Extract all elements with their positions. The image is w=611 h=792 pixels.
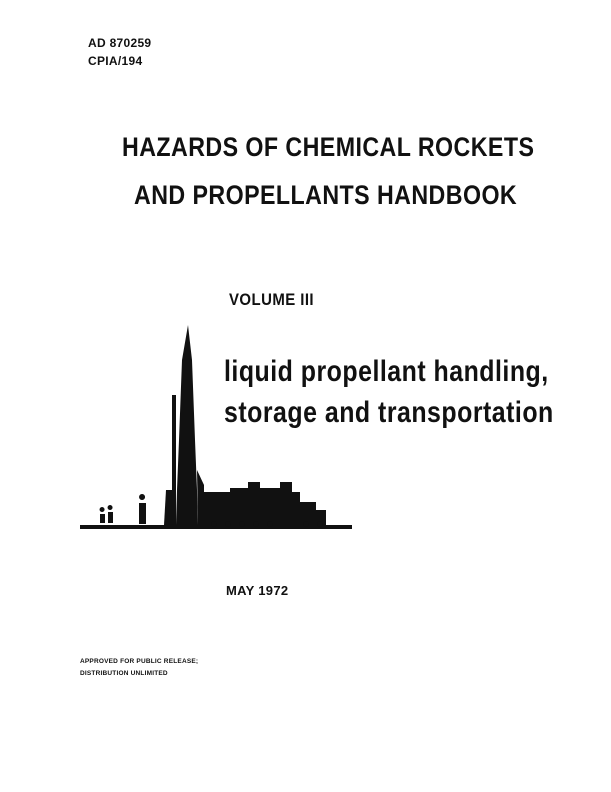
rocket-icon bbox=[176, 325, 198, 525]
rocket-launch-illustration bbox=[80, 320, 360, 540]
cpia-number: CPIA/194 bbox=[88, 54, 143, 68]
title-line-1: HAZARDS OF CHEMICAL ROCKETS bbox=[122, 132, 535, 162]
person-figure bbox=[108, 505, 113, 523]
publication-date: MAY 1972 bbox=[226, 583, 289, 598]
report-number: AD 870259 bbox=[88, 36, 152, 50]
subtitle-line-1: liquid propellant handling, bbox=[224, 355, 549, 388]
release-statement-line-2: DISTRIBUTION UNLIMITED bbox=[80, 670, 168, 677]
subtitle-line-2: storage and transportation bbox=[224, 396, 554, 429]
person-figure bbox=[139, 494, 146, 524]
release-statement-line-1: APPROVED FOR PUBLIC RELEASE; bbox=[80, 658, 199, 665]
volume-label: VOLUME III bbox=[229, 290, 315, 309]
title-line-2: AND PROPELLANTS HANDBOOK bbox=[134, 180, 518, 210]
person-figure bbox=[100, 507, 105, 523]
support-vehicles bbox=[202, 482, 326, 525]
